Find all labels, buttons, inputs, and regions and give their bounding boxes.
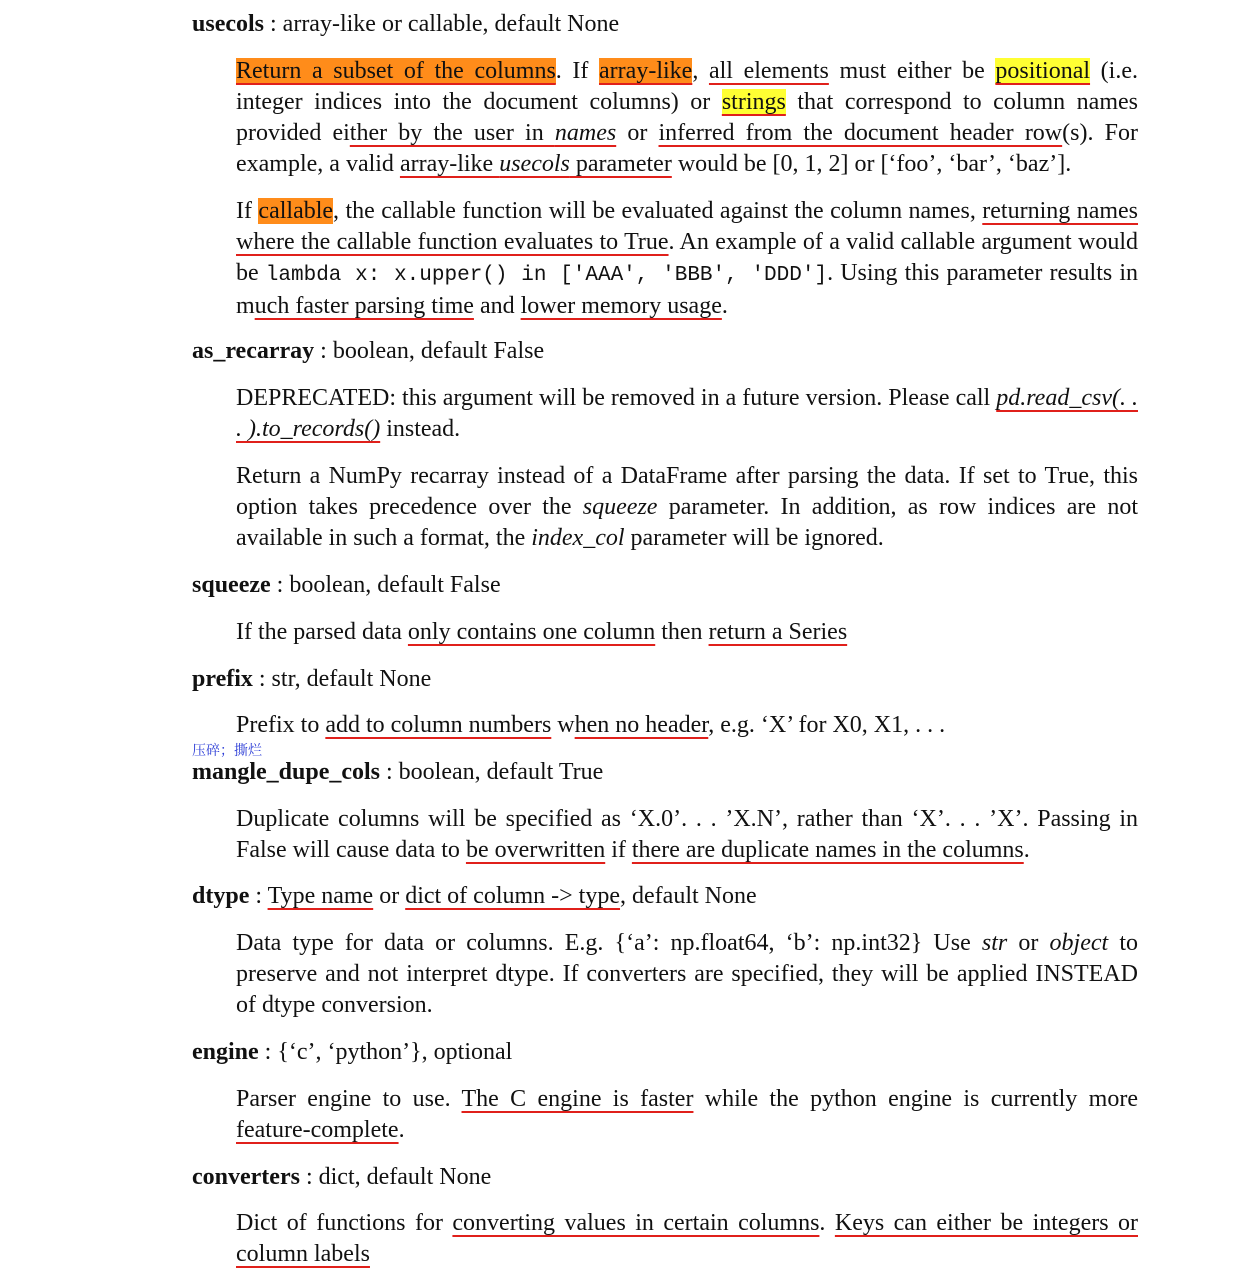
text: Data type for data or columns. E.g. {‘a’: np.float64, ‘b’: np.int32} Use xyxy=(236,930,982,956)
underlined-phrase: be overwritten xyxy=(465,837,606,863)
italic-term: str xyxy=(981,930,1008,956)
text: If the parsed data xyxy=(236,619,408,645)
param-type: : dict, default None xyxy=(305,1164,492,1190)
param-as-recarray-term xyxy=(192,336,544,366)
param-name: mangle_dupe_cols xyxy=(192,759,381,785)
italic-term: squeeze xyxy=(582,494,658,520)
text: then xyxy=(655,619,709,645)
underlined-phrase: usecols xyxy=(499,151,570,177)
underlined-phrase: inferred from the document header row xyxy=(658,120,1063,146)
param-converters-desc xyxy=(236,1208,1138,1270)
highlighted-phrase: callable xyxy=(258,198,334,224)
underlined-phrase: dict of column -> type xyxy=(405,883,621,909)
underlined-phrase: where the callable function evaluates to True xyxy=(236,229,669,255)
text: would be [0, 1, 2] or [‘foo’, ‘bar’, ‘baz’]. xyxy=(671,151,1072,177)
param-mangle-dupe-cols-term xyxy=(192,757,603,787)
text: or xyxy=(373,883,406,909)
text: Duplicate columns will be specified as ‘X.0’. . . ’X.N’, rather than ‘X’. . . ’X’. Passing in False will cause data to xyxy=(236,806,1138,863)
text: (s). For example, a valid xyxy=(236,120,1138,177)
margin-annotation: 压碎；撕烂 xyxy=(192,743,262,759)
italic-term: index_col xyxy=(531,525,625,551)
param-dtype-term xyxy=(192,881,757,911)
text: that correspond to column names provided ei xyxy=(236,89,1138,146)
text: Prefix to xyxy=(236,712,326,738)
text: and xyxy=(473,293,521,319)
text: Dict of functions for xyxy=(236,1210,453,1236)
underlined-phrase: pd.read_csv(. . . ).to_records() xyxy=(236,385,1138,442)
text: to preserve and not interpret dtype. If converters are specified, they will be applied INSTEAD of dtype conversion. xyxy=(236,930,1138,1018)
underlined-phrase: Keys can either be integers or column labels xyxy=(236,1210,1138,1267)
underlined-phrase: all elements xyxy=(708,58,829,84)
param-type: : boolean, default False xyxy=(276,572,501,598)
param-engine-term xyxy=(192,1037,512,1067)
text: . Using this parameter results in m xyxy=(236,260,1139,319)
text: , xyxy=(692,58,709,84)
param-type: : {‘c’, ‘python’}, optional xyxy=(264,1039,513,1065)
param-usecols-term xyxy=(192,9,619,39)
param-name: engine xyxy=(192,1039,259,1065)
text: or xyxy=(616,120,659,146)
text: . xyxy=(721,293,728,319)
highlighted-phrase: strings xyxy=(721,89,786,115)
underlined-phrase: The C engine is faster xyxy=(461,1086,694,1112)
param-as-recarray-desc-2 xyxy=(236,461,1138,554)
param-type: : boolean, default False xyxy=(320,338,545,364)
text: Return a NumPy recarray instead of a DataFrame after parsing the data. If set to True, this option takes precedence over the xyxy=(236,463,1138,520)
text: . xyxy=(398,1117,405,1143)
underlined-phrase: return a Series xyxy=(708,619,848,645)
text: w xyxy=(551,712,575,738)
param-name: usecols xyxy=(192,11,264,37)
underlined-phrase: names xyxy=(554,120,617,146)
param-prefix-term xyxy=(192,664,431,694)
param-name: converters xyxy=(192,1164,300,1190)
param-type: : array-like or callable, default None xyxy=(270,11,620,37)
text: , default None xyxy=(620,883,757,909)
text: parameter. In addition, as row indices are not available in such a format, the xyxy=(236,494,1138,551)
text: If xyxy=(236,198,259,224)
text: must either be xyxy=(828,58,996,84)
underlined-phrase: uch faster parsing time xyxy=(254,293,474,319)
text: , the callable function will be evaluated against the column names, xyxy=(333,198,983,224)
param-name: as_recarray xyxy=(192,338,315,364)
underlined-phrase: add to column numbers xyxy=(325,712,552,738)
param-name: prefix xyxy=(192,666,253,692)
param-engine-desc xyxy=(236,1084,1138,1146)
param-type: : boolean, default True xyxy=(386,759,604,785)
param-prefix-desc xyxy=(236,710,1138,741)
param-squeeze-desc xyxy=(236,617,1138,648)
text: while the python engine is currently more xyxy=(693,1086,1138,1112)
param-dtype-desc xyxy=(236,928,1138,1021)
text: . xyxy=(819,1210,835,1236)
highlighted-phrase: Return a subset of the columns xyxy=(236,58,556,84)
text: . If xyxy=(555,58,600,84)
underlined-phrase: parameter xyxy=(569,151,672,177)
underlined-phrase: returning names xyxy=(982,198,1139,224)
underlined-phrase: only contains one column xyxy=(407,619,656,645)
underlined-phrase: converting values in certain columns xyxy=(452,1210,820,1236)
italic-term: object xyxy=(1049,930,1109,956)
text: instead. xyxy=(380,416,461,442)
text: DEPRECATED: this argument will be removed in a future version. Please call xyxy=(236,385,997,411)
code-snippet: lambda x: x.upper() in ['AAA', 'BBB', 'DDD'] xyxy=(265,264,828,287)
text: if xyxy=(605,837,632,863)
text: or xyxy=(1007,930,1050,956)
param-squeeze-term xyxy=(192,570,501,600)
param-type: : str, default None xyxy=(258,666,432,692)
param-as-recarray-desc-1 xyxy=(236,383,1138,445)
highlighted-phrase: array-like xyxy=(599,58,693,84)
param-usecols-desc-2 xyxy=(236,196,1138,322)
highlighted-phrase: positional xyxy=(995,58,1091,84)
param-mangle-dupe-cols-desc xyxy=(236,804,1138,866)
underlined-phrase: ther by the user in xyxy=(349,120,555,146)
param-name: dtype xyxy=(192,883,250,909)
param-usecols-desc-1 xyxy=(236,56,1138,180)
underlined-phrase: hen no header xyxy=(574,712,709,738)
underlined-phrase: feature-complete xyxy=(236,1117,399,1143)
text: , e.g. ‘X’ for X0, X1, . . . xyxy=(708,712,946,738)
underlined-phrase: array-like xyxy=(399,151,500,177)
underlined-phrase: there are duplicate names in the columns xyxy=(631,837,1024,863)
text: parameter will be ignored. xyxy=(624,525,884,551)
underlined-phrase: Type name xyxy=(267,883,374,909)
param-name: squeeze xyxy=(192,572,271,598)
text: . An example of a valid callable argument would be xyxy=(236,229,1138,286)
text: (i.e. integer indices into the document columns) or xyxy=(236,58,1138,115)
param-converters-term xyxy=(192,1162,491,1192)
text: : xyxy=(255,883,268,909)
underlined-phrase: lower memory usage xyxy=(520,293,722,319)
text: . xyxy=(1023,837,1030,863)
text: Parser engine to use. xyxy=(236,1086,462,1112)
